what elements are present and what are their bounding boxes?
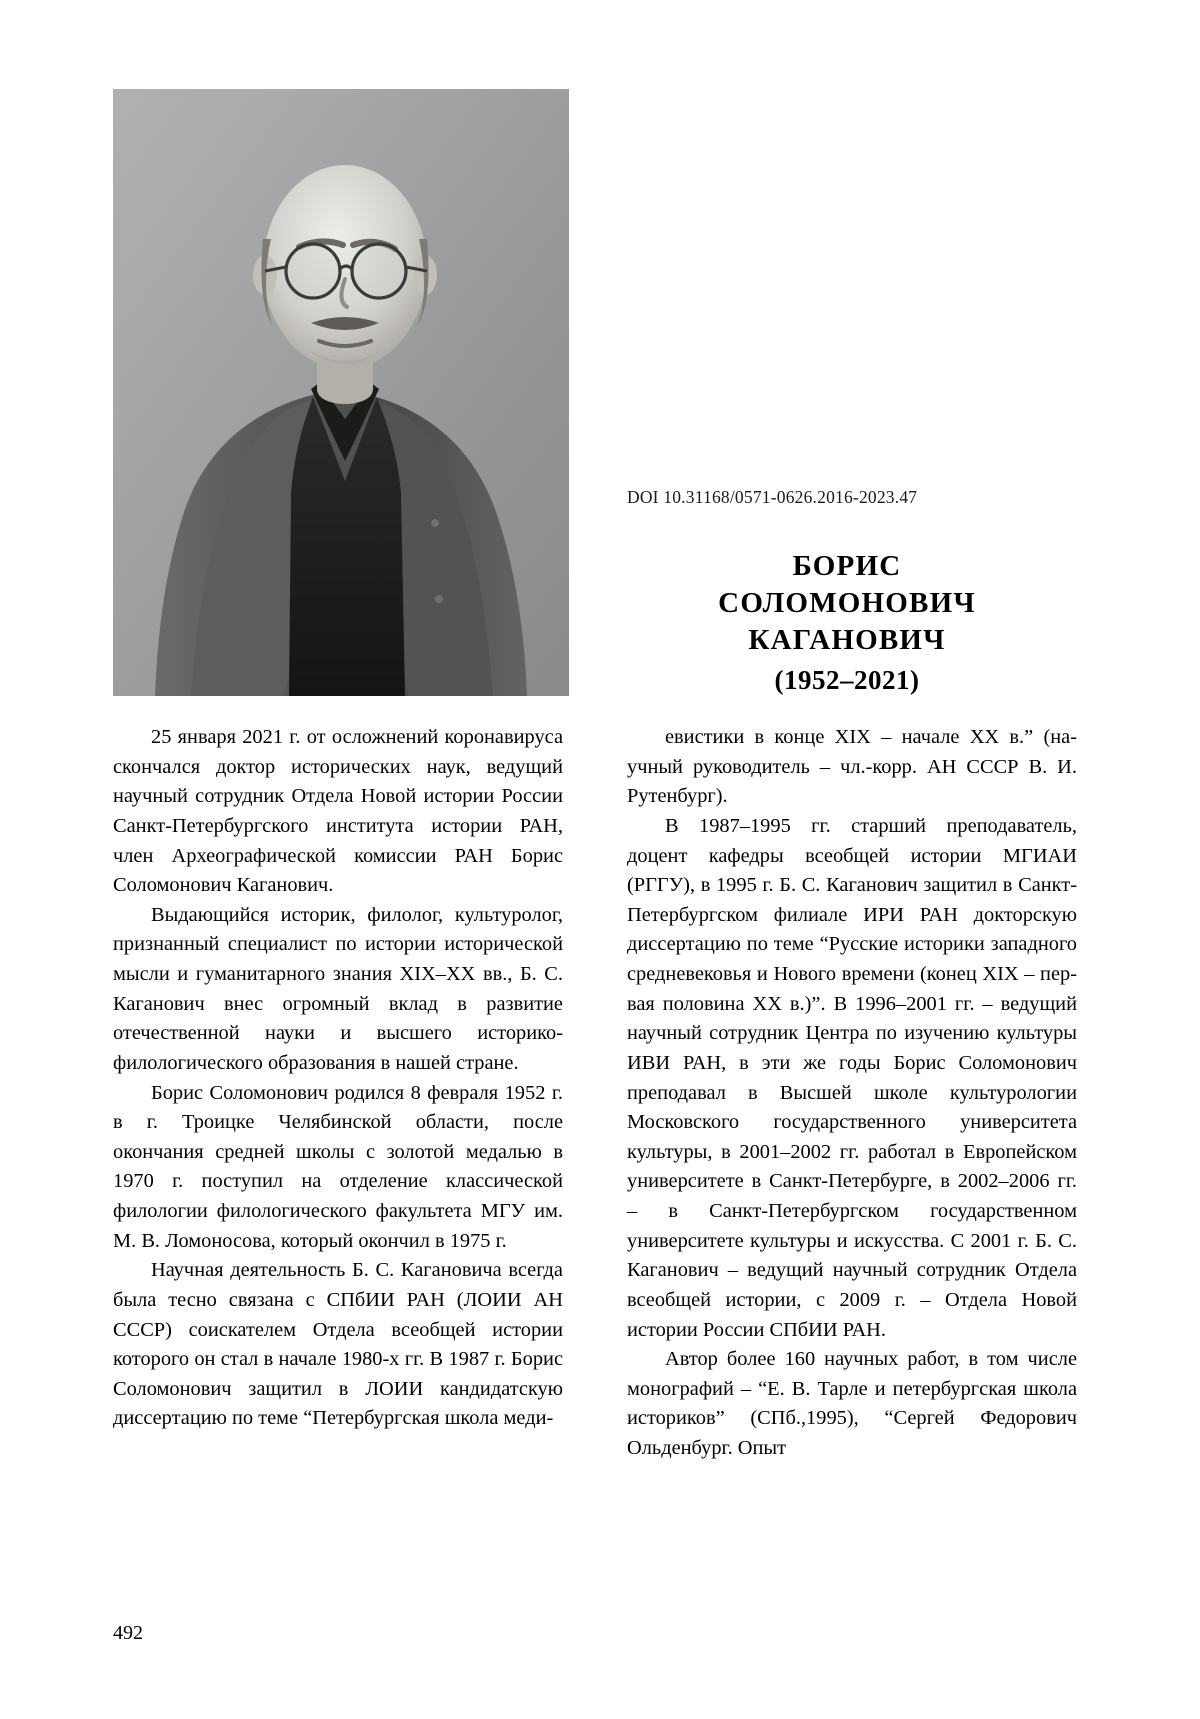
paragraph: В 1987–1995 гг. старший преподаватель, доцент кафедры всеобщей истории МГИАИ (РГГУ), в 1995 г. Б. С. Каганович защитил в Санкт-Петербургском филиале ИРИ РАН докторскую диссертацию по теме “Русские историки западного средневековья и Нового времени (конец XIX – первая половина XX в.)”. В 1996–2001 гг. – ведущий научный сотрудник Центра по изучению культуры ИВИ РАН, в эти же годы Борис Соломонович преподавал в Высшей школе культурологии Московского государственного университета культуры, в 2001–2002 гг. работал в Европейском университете в Санкт-Петербурге, в 2002–2006 гг. – в Санкт-Петербургском государственном университете культуры и искусства. С 2001 г. Б. С. Каганович – ведущий научный сотрудник Отдела всеобщей истории, с 2009 г. – Отдела Новой истории России СПбИИ РАН. [627, 814, 1077, 1341]
title-line-2: СОЛОМОНОВИЧ [718, 587, 976, 620]
paragraph: Научная деятельность Б. С. Кагановича всегда была тесно связана с СПбИИ РАН (ЛОИИ АН СССР) соискателем Отдела всеобщей истории которого он стал в начале 1980-х гг. В 1987 г. Борис Соломонович защитил в ЛОИИ кандидатскую диссертацию по теме “Петербургская школа меди- [113, 1259, 563, 1430]
paragraph: 25 января 2021 г. от осложнений коронавируса скончался доктор исторических наук, ведущий научный сотрудник Отдела Новой истории России Санкт-Петербургского института истории РАН, член Археографической комиссии РАН Борис Соломонович Каганович. [113, 726, 563, 897]
paragraph: Борис Соломонович родился 8 февраля 1952 г. в г. Троицке Челябинской области, после окончания средней школы с золотой медалью в 1970 г. поступил на отделение классической филологии филологического факультета МГУ им. М. В. Ломоносова, который окончил в 1975 г. [113, 1081, 563, 1252]
title-line-3: КАГАНОВИЧ [748, 624, 946, 657]
title-years: (1952–2021) [774, 665, 920, 696]
body-column-left [113, 723, 563, 1434]
paragraph: Выдающийся историк, филолог, культуролог, признанный специалист по истории исторической мысли и гуманитарного знания XIX–XX вв., Б. С. Каганович внес огромный вклад в развитие отечественной науки и высшего историко-филологического образования в нашей стране. [113, 903, 563, 1074]
paragraph: Автор более 160 научных работ, в том числе монографий – “Е. В. Тарле и петербургская школа историков” (СПб.,1995), “Сергей Федорович Ольденбург. Опыт [627, 1348, 1077, 1459]
body-column-right [627, 723, 1077, 1464]
paragraph: евистики в конце XIX – начале XX в.” (научный руководитель – чл.-корр. АН СССР В. И. Рутенбург). [627, 726, 1077, 808]
page-title [617, 548, 1077, 696]
portrait-photo [113, 89, 569, 696]
title-line-1: БОРИС [792, 550, 902, 582]
doi-line: DOI 10.31168/0571-0626.2016-2023.47 [627, 487, 918, 507]
portrait-image [113, 89, 569, 696]
page-number: 492 [113, 1622, 143, 1644]
